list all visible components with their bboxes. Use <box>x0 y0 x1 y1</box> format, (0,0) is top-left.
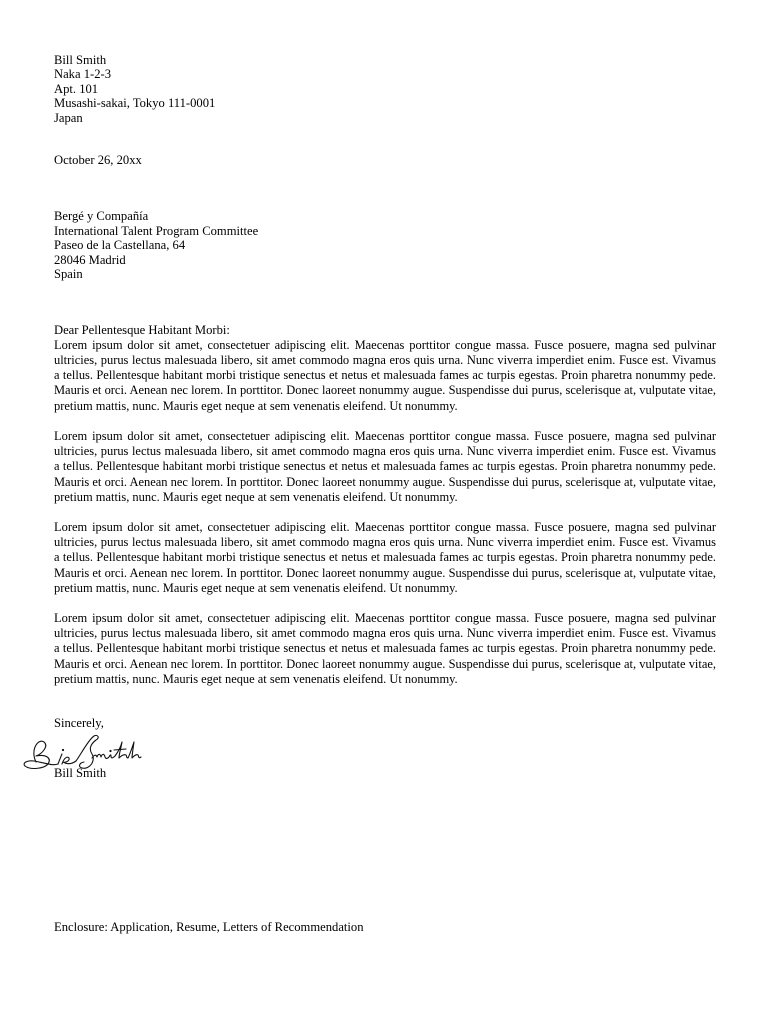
body-paragraph: Lorem ipsum dolor sit amet, consectetuer adipiscing elit. Maecenas porttitor congue massa. Fusce posuere, magna sed pulvinar ultricies, purus lectus malesuada libero, sit amet commodo magna eros quis urna. Nunc viverra imperdiet enim. Fusce est. Vivamus a tellus. Pellentesque habitant morbi tristique senectus et netus et malesuada fames ac turpis egestas. Proin pharetra nonummy pede. Mauris et orci. Aenean nec lorem. In porttitor. Donec laoreet nonummy augue. Suspendisse dui purus, scelerisque at, vulputate vitae, pretium mattis, nunc. Mauris eget neque at sem venenatis eleifend. Ut nonummy. <box>54 428 716 504</box>
sender-address-line: Apt. 101 <box>54 81 99 96</box>
recipient-line: International Talent Program Committee <box>54 223 259 238</box>
sender-name: Bill Smith <box>54 53 107 67</box>
recipient-line: 28046 Madrid <box>54 252 126 267</box>
recipient-block <box>54 209 716 281</box>
recipient-line: Bergé y Compañía <box>54 209 149 224</box>
salutation: Dear Pellentesque Habitant Morbi: <box>54 323 230 338</box>
letter <box>54 53 716 781</box>
sender-address-line: Musashi-sakai, Tokyo 111-0001 <box>54 96 216 111</box>
recipient-line: Paseo de la Castellana, 64 <box>54 238 186 253</box>
sender-address-line: Naka 1-2-3 <box>54 67 111 82</box>
body-paragraph: Lorem ipsum dolor sit amet, consectetuer adipiscing elit. Maecenas porttitor congue massa. Fusce posuere, magna sed pulvinar ultricies, purus lectus malesuada libero, sit amet commodo magna eros quis urna. Nunc viverra imperdiet enim. Fusce est. Vivamus a tellus. Pellentesque habitant morbi tristique senectus et netus et malesuada fames ac turpis egestas. Proin pharetra nonummy pede. Mauris et orci. Aenean nec lorem. In porttitor. Donec laoreet nonummy augue. Suspendisse dui purus, scelerisque at, vulputate vitae, pretium mattis, nunc. Mauris eget neque at sem venenatis eleifend. Ut nonummy. <box>54 610 716 686</box>
sender-address-line: Japan <box>54 110 83 125</box>
recipient-line: Spain <box>54 267 83 282</box>
signature-image <box>22 728 167 774</box>
body-paragraph: Lorem ipsum dolor sit amet, consectetuer adipiscing elit. Maecenas porttitor congue massa. Fusce posuere, magna sed pulvinar ultricies, purus lectus malesuada libero, sit amet commodo magna eros quis urna. Nunc viverra imperdiet enim. Fusce est. Vivamus a tellus. Pellentesque habitant morbi tristique senectus et netus et malesuada fames ac turpis egestas. Proin pharetra nonummy pede. Mauris et orci. Aenean nec lorem. In porttitor. Donec laoreet nonummy augue. Suspendisse dui purus, scelerisque at, vulputate vitae, pretium mattis, nunc. Mauris eget neque at sem venenatis eleifend. Ut nonummy. <box>54 337 716 413</box>
letter-body <box>54 338 716 687</box>
closing-block <box>54 716 716 781</box>
closing-text: Sincerely, <box>54 715 104 730</box>
letter-date: October 26, 20xx <box>54 153 142 168</box>
sender-block <box>54 53 716 125</box>
signer-name: Bill Smith <box>54 766 107 781</box>
enclosure-note: Enclosure: Application, Resume, Letters of Recommendation <box>54 920 364 934</box>
body-paragraph: Lorem ipsum dolor sit amet, consectetuer adipiscing elit. Maecenas porttitor congue massa. Fusce posuere, magna sed pulvinar ultricies, purus lectus malesuada libero, sit amet commodo magna eros quis urna. Nunc viverra imperdiet enim. Fusce est. Vivamus a tellus. Pellentesque habitant morbi tristique senectus et netus et malesuada fames ac turpis egestas. Proin pharetra nonummy pede. Mauris et orci. Aenean nec lorem. In porttitor. Donec laoreet nonummy augue. Suspendisse dui purus, scelerisque at, vulputate vitae, pretium mattis, nunc. Mauris eget neque at sem venenatis eleifend. Ut nonummy. <box>54 519 716 595</box>
